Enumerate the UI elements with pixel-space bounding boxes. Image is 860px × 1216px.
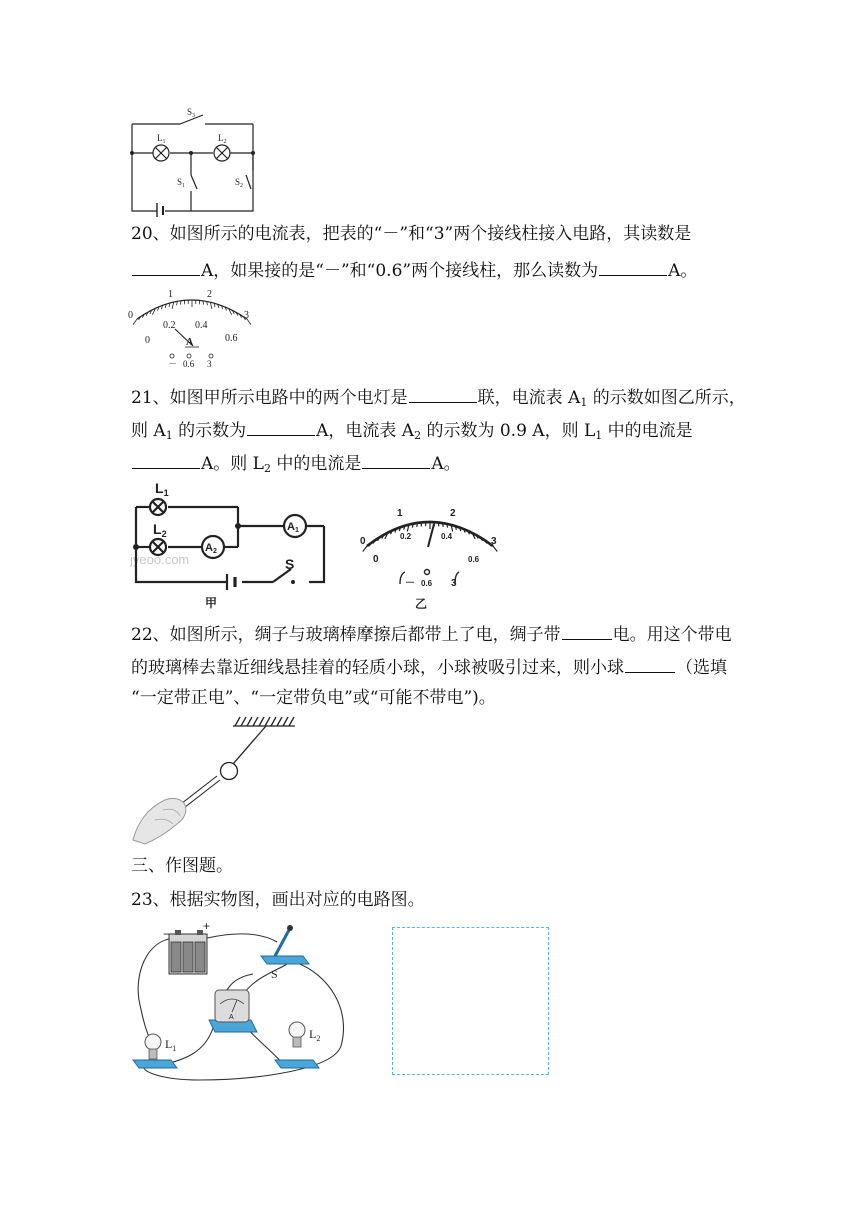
ceiling-hatch bbox=[277, 717, 282, 726]
svg-text:S2: $S_2$ bbox=[235, 177, 244, 189]
dial-top-1: 1 bbox=[168, 289, 173, 300]
svg-text:S1: $S_1$ bbox=[177, 177, 186, 189]
q23-answer-drawing-box[interactable] bbox=[392, 927, 549, 1075]
dial-tick bbox=[133, 319, 137, 325]
yi-terminal-minus: － bbox=[405, 578, 415, 589]
q22-line-3: “一定带正电”、“一定带负电”或“可能不带电”)。 bbox=[131, 688, 496, 708]
ceiling-hatch bbox=[235, 717, 240, 726]
dial-tick bbox=[447, 524, 448, 528]
dial-bottom-0: 0 bbox=[145, 335, 150, 346]
jia-label-l2: L bbox=[153, 521, 162, 537]
svg-text:L2: $L_2$ bbox=[218, 133, 227, 145]
q22-blank-2[interactable] bbox=[625, 654, 675, 673]
q21-line-3: A。则 $L_2$ 中的电流是 A。 bbox=[131, 450, 461, 475]
ceiling-hatch bbox=[253, 717, 258, 726]
q21-line-2: 则 $A_1$ 的示数为 A，电流表 $A_2$ 的示数为 0.9 A，则 $L_1$ 中的电流是 bbox=[131, 417, 693, 442]
q20-line-1: 20、如图所示的电流表，把表的“－”和“3”两个接线柱接入电路，其读数是 bbox=[131, 224, 692, 244]
q21-blank-3[interactable] bbox=[132, 450, 200, 469]
svg-text:L2: $L_2$ bbox=[153, 521, 167, 539]
yi-bottom-02: 0.2 bbox=[400, 532, 412, 541]
label-l1: L bbox=[157, 133, 163, 143]
lamp-l1-label: L bbox=[165, 1037, 173, 1051]
switch-label: S bbox=[271, 967, 278, 981]
svg-text:L2: $L_2$ bbox=[309, 1027, 321, 1043]
dial-top-0: 0 bbox=[128, 310, 133, 321]
jia-label-a1: A bbox=[287, 521, 295, 533]
svg-text:L1: $L_1$ bbox=[157, 133, 166, 145]
lamp-l2-label: L bbox=[309, 1027, 317, 1041]
ceiling-hatch bbox=[289, 717, 294, 726]
ammeter-icon bbox=[209, 990, 257, 1032]
battery-plus-label: + bbox=[203, 920, 211, 933]
dial-bottom-04: 0.4 bbox=[195, 320, 208, 331]
watermark: jyeoo.com bbox=[130, 552, 190, 567]
ammeter-label: A bbox=[229, 1014, 234, 1021]
q20-blank-2[interactable] bbox=[599, 257, 667, 276]
q22-blank-1[interactable] bbox=[562, 621, 612, 640]
ceiling-hatch bbox=[265, 717, 270, 726]
yi-bottom-0: 0 bbox=[373, 554, 379, 565]
svg-text:A1: A1 bbox=[287, 521, 299, 534]
yi-top-1: 1 bbox=[397, 508, 403, 519]
ceiling-hatch bbox=[241, 717, 246, 726]
svg-text:A2: A2 bbox=[205, 542, 217, 555]
yi-bottom-04: 0.4 bbox=[441, 532, 453, 541]
label-s3: S bbox=[187, 107, 193, 117]
label-l2: L bbox=[218, 133, 224, 143]
dial-tick bbox=[443, 523, 444, 527]
q21-line-1: 21、如图甲所示电路中的两个电灯是 联，电流表 $A_1$ 的示数如图乙所示， bbox=[131, 384, 746, 409]
yi-top-0: 0 bbox=[360, 536, 366, 547]
jia-caption: 甲 bbox=[205, 596, 218, 610]
q19-circuit-diagram bbox=[125, 105, 260, 217]
ceiling-hatch bbox=[247, 717, 252, 726]
q21-blank-4[interactable] bbox=[362, 450, 430, 469]
jia-label-s: S bbox=[285, 556, 295, 572]
dial-unit: A bbox=[186, 337, 194, 348]
q23-question: 23、根据实物图，画出对应的电路图。 bbox=[131, 890, 425, 910]
dial-tick bbox=[180, 301, 181, 305]
q21-blank-1[interactable] bbox=[409, 384, 477, 403]
svg-text:L1: $L_1$ bbox=[155, 480, 169, 498]
dial-tick bbox=[417, 523, 418, 527]
q20-blank-1[interactable] bbox=[132, 257, 200, 276]
dial-bottom-06: 0.6 bbox=[225, 333, 238, 344]
q22-line-1: 22、如图所示，绸子与玻璃棒摩擦后都带上了电，绸子带 电。用这个带电 bbox=[131, 621, 732, 646]
dial-tick bbox=[412, 524, 413, 528]
yi-terminal-3: 3 bbox=[451, 578, 457, 589]
dial-tick bbox=[203, 301, 204, 305]
yi-terminal-06: 0.6 bbox=[421, 579, 433, 588]
jia-label-a2: A bbox=[205, 542, 213, 554]
dial-top-3: 3 bbox=[244, 310, 249, 321]
ceiling-hatch bbox=[259, 717, 264, 726]
svg-text:L1: $L_1$ bbox=[165, 1037, 177, 1053]
dial-tick bbox=[172, 302, 174, 309]
q21-blank-2[interactable] bbox=[247, 417, 315, 436]
q22-line-2: 的玻璃棒去靠近细线悬挂着的轻质小球，小球被吸引过来，则小球 （选填 bbox=[131, 654, 727, 679]
q23-physical-circuit-picture bbox=[125, 920, 355, 1090]
ceiling-hatch bbox=[271, 717, 276, 726]
battery-icon bbox=[169, 930, 207, 974]
label-s2: S bbox=[235, 177, 241, 187]
terminal-06: 0.6 bbox=[183, 359, 195, 369]
q21-ammeter-yi bbox=[355, 500, 505, 610]
yi-caption: 乙 bbox=[415, 597, 428, 610]
dial-bottom-02: 0.2 bbox=[163, 320, 176, 331]
terminal-3: 3 bbox=[207, 359, 212, 369]
section-3-heading: 三、作图题。 bbox=[131, 856, 233, 876]
label-s1: S bbox=[177, 177, 183, 187]
yi-top-2: 2 bbox=[450, 508, 456, 519]
svg-text:S3: $S_3$ bbox=[187, 107, 196, 119]
yi-top-3: 3 bbox=[491, 536, 497, 547]
yi-bottom-06: 0.6 bbox=[468, 555, 480, 564]
q22-glass-rod-ball-diagram bbox=[125, 712, 305, 847]
battery-minus-label: − bbox=[163, 927, 171, 941]
switch-icon bbox=[261, 925, 309, 964]
dial-top-2: 2 bbox=[207, 289, 212, 300]
terminal-minus: － bbox=[168, 359, 178, 369]
ceiling-hatch bbox=[283, 717, 288, 726]
q20-ammeter-dial bbox=[125, 285, 260, 370]
q21-circuit-jia bbox=[125, 476, 335, 611]
q20-line-2: A，如果接的是“－”和“0.6”两个接线柱，那么读数为 A。 bbox=[131, 257, 697, 282]
jia-label-l1: L bbox=[155, 480, 164, 496]
